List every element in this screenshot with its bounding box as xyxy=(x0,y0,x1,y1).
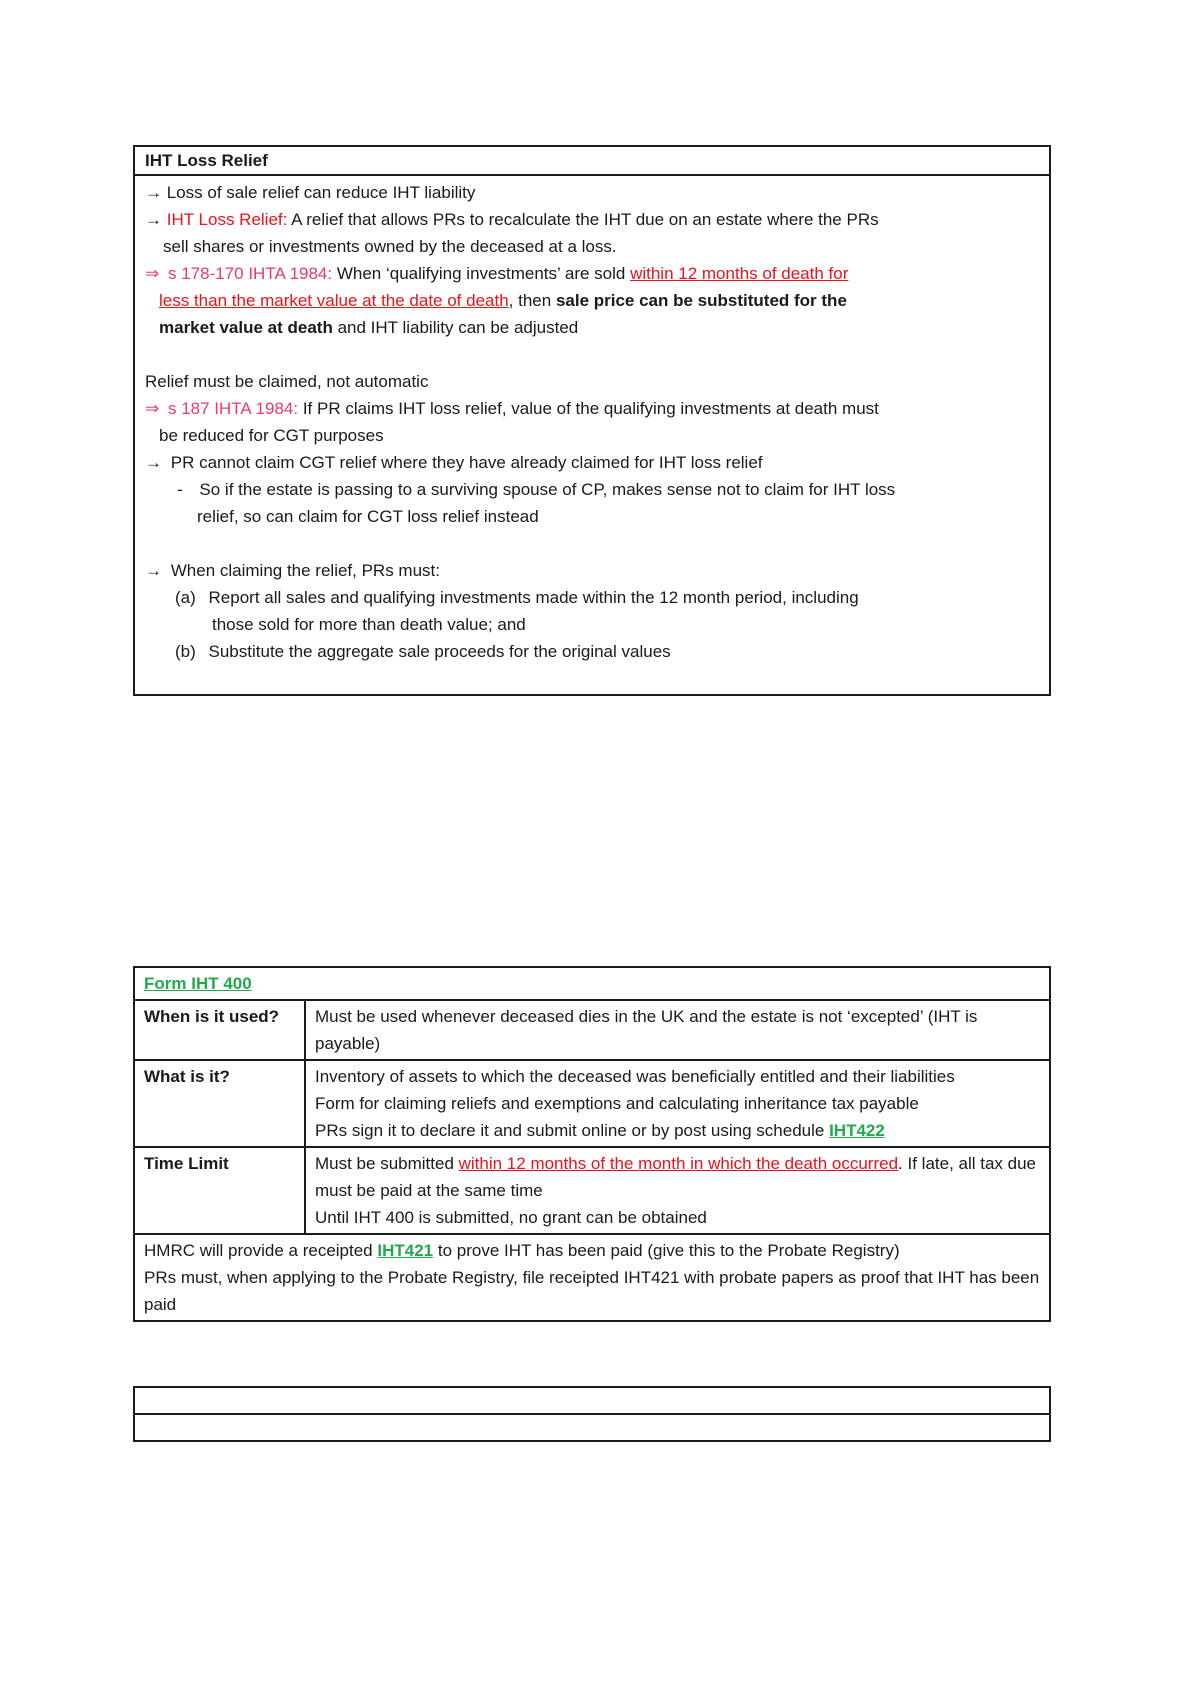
link-iht421[interactable]: IHT421 xyxy=(377,1241,434,1260)
line-10: → PR cannot claim CGT relief where they have already claimed for IHT loss relief xyxy=(145,453,763,472)
arrow-icon: → xyxy=(145,561,162,580)
loss-relief-title: IHT Loss Relief xyxy=(145,151,268,170)
row-value-what: Inventory of assets to which the deceased was beneficially entitled and their liabilities Form for claiming reliefs and exemptions and calculating inheritance tax payable PRs sign it to declare it and submit online or by post using schedule IHT422 xyxy=(305,1060,1050,1147)
line-13: → When claiming the relief, PRs must: xyxy=(145,561,440,580)
line-16: (b) Substitute the aggregate sale proceeds for the original values xyxy=(175,642,671,661)
arrow-icon: → xyxy=(145,210,162,229)
row-value-time-limit: Must be submitted within 12 months of the month in which the death occurred. If late, all tax due must be paid at the same time Until IHT 400 is submitted, no grant can be obtained xyxy=(305,1147,1050,1234)
form-iht400-title[interactable]: Form IHT 400 xyxy=(144,974,252,993)
table-row xyxy=(134,1060,1050,1147)
table-title-row xyxy=(134,967,1050,1000)
line-8: ⇒ s 187 IHTA 1984: If PR claims IHT loss relief, value of the qualifying investments at death must xyxy=(145,399,879,418)
list-marker-a: (a) xyxy=(175,588,196,607)
arrow-icon: → xyxy=(145,453,162,472)
link-iht422[interactable]: IHT422 xyxy=(829,1121,885,1140)
loss-relief-box xyxy=(133,145,1051,696)
line-7: Relief must be claimed, not automatic xyxy=(145,372,429,391)
table-row xyxy=(134,1000,1050,1060)
table-footer-row: HMRC will provide a receipted IHT421 to prove IHT has been paid (give this to the Probate Registry) PRs must, when applying to the Probate Registry, file receipted IHT421 with probate papers as proof that IHT has been paid xyxy=(134,1234,1050,1321)
line-2: → IHT Loss Relief: A relief that allows PRs to recalculate the IHT due on an estate where the PRs xyxy=(145,210,879,229)
line-1: → Loss of sale relief can reduce IHT liability xyxy=(145,183,476,202)
line-11: - So if the estate is passing to a surviving spouse of CP, makes sense not to claim for IHT loss xyxy=(177,480,896,499)
line-12: relief, so can claim for CGT loss relief instead xyxy=(197,507,539,526)
line-3: sell shares or investments owned by the deceased at a loss. xyxy=(163,237,617,256)
line-14: (a) Report all sales and qualifying investments made within the 12 month period, including xyxy=(175,588,859,607)
empty-table-row-1 xyxy=(133,1386,1051,1415)
dash-bullet: - xyxy=(177,480,183,499)
statute-ref: s 178-170 IHTA 1984: xyxy=(167,264,333,283)
row-value-when: Must be used whenever deceased dies in the UK and the estate is not ‘excepted’ (IHT is payable) xyxy=(305,1000,1050,1060)
line-15: those sold for more than death value; and xyxy=(212,615,526,634)
row-label-what: What is it? xyxy=(134,1060,305,1147)
row-label-when: When is it used? xyxy=(134,1000,305,1060)
empty-table-row-2 xyxy=(133,1413,1051,1442)
list-marker-b: (b) xyxy=(175,642,196,661)
row-label-time-limit: Time Limit xyxy=(134,1147,305,1234)
line-6: market value at death and IHT liability can be adjusted xyxy=(159,318,579,337)
double-arrow-icon: ⇒ xyxy=(145,264,160,283)
form-iht400-table xyxy=(133,966,1051,1322)
term-iht-loss-relief: IHT Loss Relief: xyxy=(166,210,288,229)
table-row xyxy=(134,1147,1050,1234)
line-5: less than the market value at the date of death, then sale price can be substituted for the xyxy=(159,291,847,310)
arrow-icon: → xyxy=(145,183,162,202)
loss-relief-header xyxy=(135,147,1049,176)
line-4: ⇒ s 178-170 IHTA 1984: When ‘qualifying investments’ are sold within 12 months of death for xyxy=(145,264,849,283)
line-9: be reduced for CGT purposes xyxy=(159,426,384,445)
statute-ref: s 187 IHTA 1984: xyxy=(167,399,299,418)
double-arrow-icon: ⇒ xyxy=(145,399,160,418)
